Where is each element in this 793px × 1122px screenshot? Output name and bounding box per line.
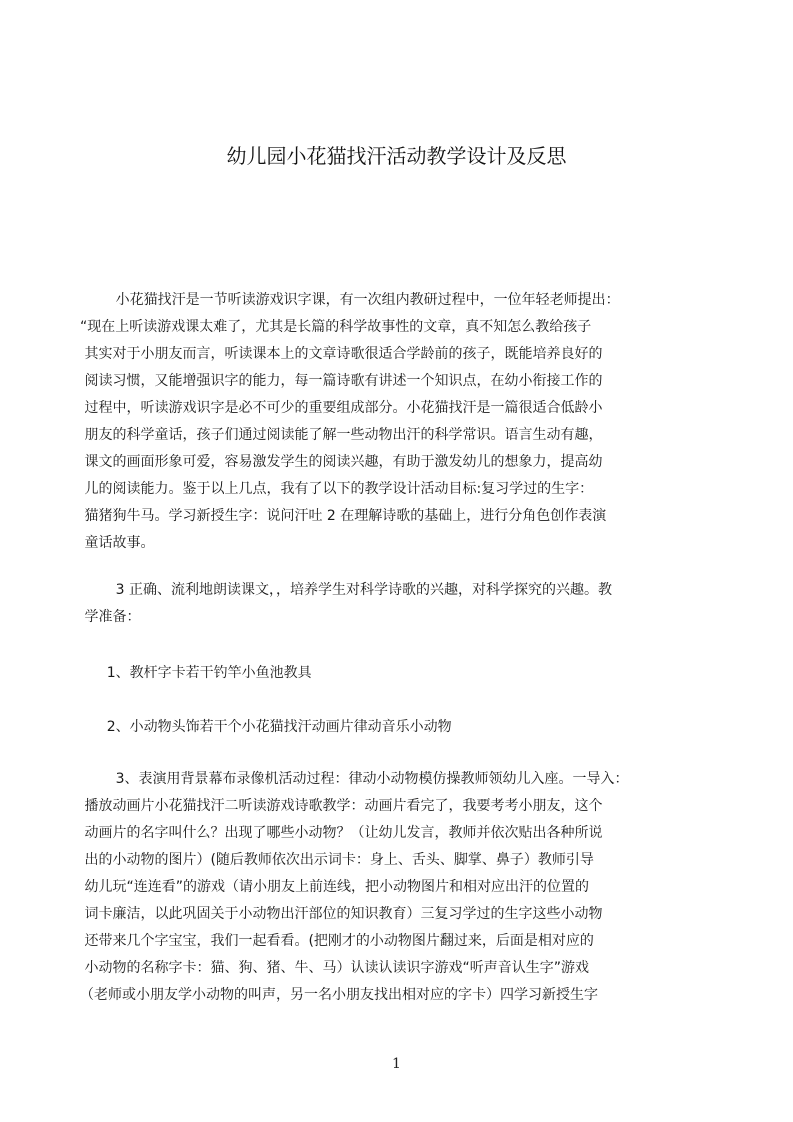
text-line: 动画片的名字叫什么？出现了哪些小动物？（让幼儿发言，教师并依次贴出各种所说 [80,825,603,841]
text-line: 学准备： [80,609,141,625]
text-line: 阅读习惯，又能增强识字的能力，每一篇诗歌有讲述一个知识点，在幼小衔接工作的 [80,373,603,389]
text-line: 小动物的名称字卡：猫、狗、猪、牛、马）认读认读识字游戏“听声音认生字”游戏 [80,960,589,976]
text-line: 儿的阅读能力。鉴于以上几点，我有了以下的教学设计活动目标:复习学过的生字： [80,481,594,497]
text-line: （老师或小朋友学小动物的叫声，另一名小朋友找出相对应的字卡）四学习新授生字 [80,987,598,1003]
text-line: 1、教杆字卡若干钓竿小鱼池教具 [80,665,312,681]
text-line: 还带来几个字宝宝，我们一起看看。(把刚才的小动物图片翻过来，后面是相对应的 [80,933,594,949]
text-line: 童话故事。 [80,535,155,551]
paragraph-goal-3 [80,577,720,631]
paragraph-process [80,766,720,1009]
text-line: 幼儿玩“连连看”的游戏（请小朋友上前连线，把小动物图片和相对应出汗的位置的 [80,879,589,895]
text-line: 播放动画片小花猫找汗二听读游戏诗歌教学：动画片看完了，我要考考小朋友，这个 [80,798,603,814]
text-line: 过程中，听读游戏识字是必不可少的重要组成部分。小花猫找汗是一篇很适合低龄小 [80,400,603,416]
document-title: 幼儿园小花猫找汗活动教学设计及反思 [226,144,567,168]
paragraph-intro [80,287,720,557]
text-line: 词卡廉洁，以此巩固关于小动物出汗部位的知识教育）三复习学过的生字这些小动物 [80,906,603,922]
text-line: 3 正确、流利地朗读课文，，培养学生对科学诗歌的兴趣，对科学探究的兴趣。教 [80,582,612,598]
text-line: 猫猪狗牛马。学习新授生字：说问汗吐 2 在理解诗歌的基础上，进行分角色创作表演 [80,508,607,524]
text-line: 课文的画面形象可爱，容易激发学生的阅读兴趣，有助于激发幼儿的想象力，提高幼 [80,454,603,470]
text-line: “现在上听读游戏课太难了，尤其是长篇的科学故事性的文章，真不知怎么教给孩子 [80,319,592,335]
text-line: 出的小动物的图片）(随后教师依次出示词卡：身上、舌头、脚掌、鼻子）教师引导 [80,852,594,868]
text-line: 朋友的科学童话，孩子们通过阅读能了解一些动物出汗的科学常识。语言生动有趣， [80,427,603,443]
paragraph-prep-1 [80,660,720,687]
page-number: 1 [392,1056,401,1072]
text-line: 3、表演用背景幕布录像机活动过程：律动小动物模仿操教师领幼儿入座。一导入： [80,771,629,787]
paragraph-prep-2 [80,714,720,741]
text-line: 其实对于小朋友而言，听读课本上的文章诗歌很适合学龄前的孩子，既能培养良好的 [80,346,603,362]
text-line: 2、小动物头饰若干个小花猫找汗动画片律动音乐小动物 [80,719,452,735]
text-line: 小花猫找汗是一节听读游戏识字课，有一次组内教研过程中，一位年轻老师提出： [80,292,620,308]
